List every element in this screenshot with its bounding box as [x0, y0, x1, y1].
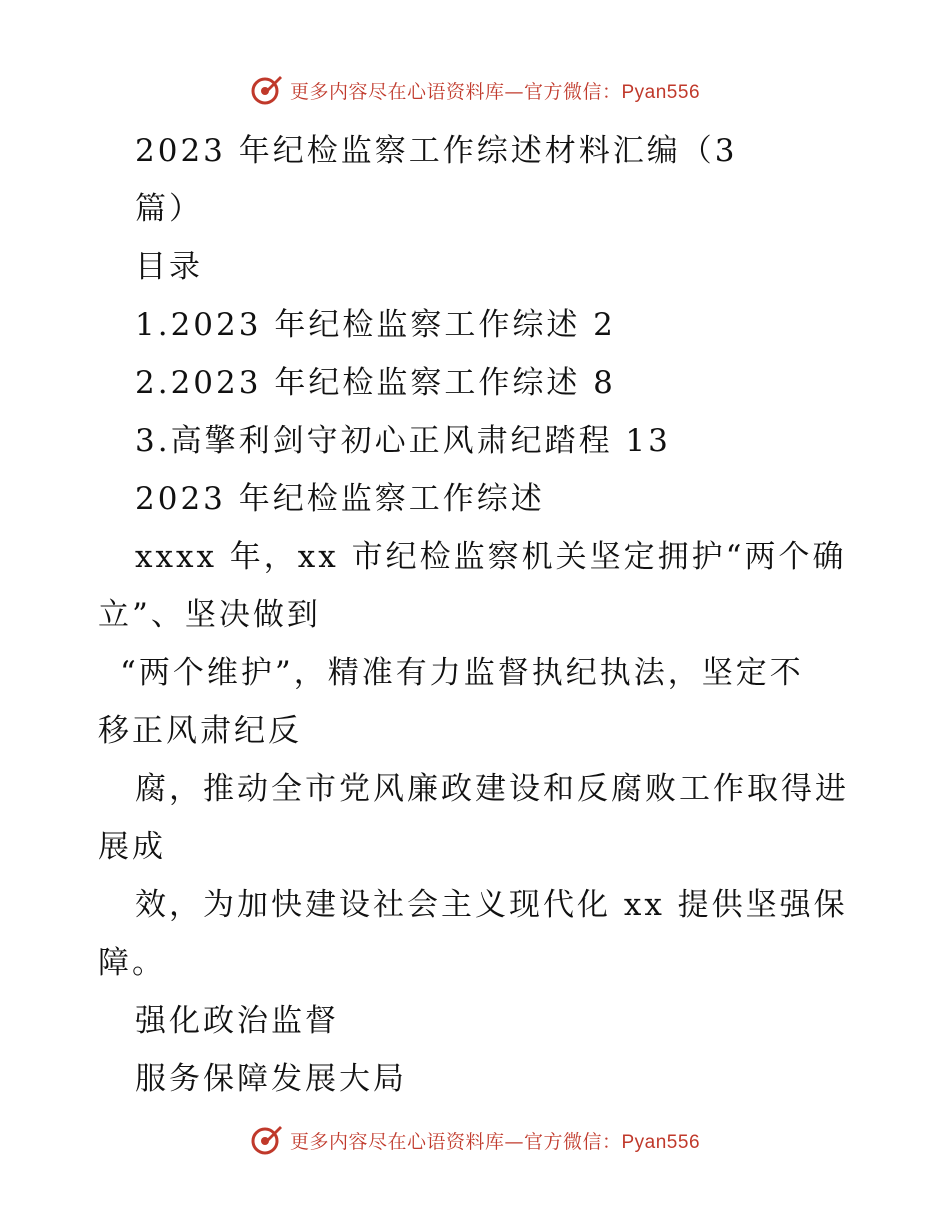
- toc-item-3: 3.高擎利剑守初心正风肃纪踏程 13: [135, 423, 671, 459]
- article-title: 2023 年纪检监察工作综述: [135, 481, 545, 517]
- watermark-handle: Pyan556: [621, 1131, 701, 1153]
- watermark-handle: Pyan556: [621, 81, 701, 103]
- toc-heading: 目录: [135, 249, 203, 285]
- section-heading-2: 服务保障发展大局: [135, 1061, 407, 1097]
- paragraph-1-line-2: 立”、坚决做到: [98, 597, 321, 633]
- toc-item-2: 2.2023 年纪检监察工作综述 8: [135, 365, 616, 401]
- paragraph-1-line-1: xxxx 年，xx 市纪检监察机关坚定拥护“两个确: [135, 539, 847, 575]
- paragraph-2-line-1: “两个维护”，精准有力监督执纪执法，坚定不: [120, 655, 804, 691]
- quill-logo-icon: [250, 73, 284, 107]
- section-heading-1: 强化政治监督: [135, 1003, 339, 1039]
- watermark-banner-bottom: [0, 1120, 950, 1160]
- document-title-line-1: 2023 年纪检监察工作综述材料汇编（3: [135, 133, 738, 169]
- paragraph-3-line-1: 腐，推动全市党风廉政建设和反腐败工作取得进: [135, 771, 849, 807]
- watermark-text: 更多内容尽在心语资料库—官方微信：Pyan556: [289, 1130, 701, 1153]
- quill-logo-icon: [250, 1123, 284, 1157]
- toc-item-1: 1.2023 年纪检监察工作综述 2: [135, 307, 616, 343]
- watermark-banner-top: [0, 70, 950, 110]
- paragraph-4-line-1: 效，为加快建设社会主义现代化 xx 提供坚强保: [135, 887, 848, 923]
- paragraph-3-line-2: 展成: [98, 829, 166, 865]
- watermark-text: 更多内容尽在心语资料库—官方微信：Pyan556: [289, 80, 701, 103]
- document-body: [98, 122, 858, 1108]
- paragraph-4-line-2: 障。: [98, 945, 166, 981]
- document-title-line-2: 篇）: [135, 191, 203, 227]
- paragraph-2-line-2: 移正风肃纪反: [98, 713, 302, 749]
